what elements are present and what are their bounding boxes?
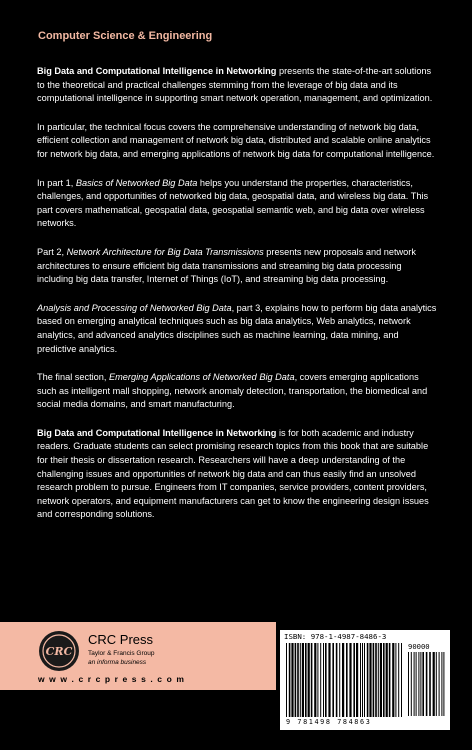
ean-barcode [286, 643, 404, 717]
barcode-bar [408, 652, 409, 716]
addon-barcode [408, 652, 446, 716]
barcode-bar [429, 652, 431, 716]
category-label: Computer Science & Engineering [38, 30, 213, 42]
barcode-bar [311, 643, 313, 717]
barcode-bar [305, 643, 307, 717]
paragraph-5 [37, 302, 439, 356]
barcode-bar [373, 643, 375, 717]
paragraph-4 [37, 246, 439, 287]
publisher-url: w w w . c r c p r e s s . c o m [38, 674, 186, 684]
barcode-bar [420, 652, 421, 716]
publisher-business: an informa business [88, 659, 147, 666]
barcode-bar [360, 643, 361, 717]
barcode-bar [346, 643, 348, 717]
book-title-bold: Big Data and Computational Intelligence in Networking [37, 427, 277, 438]
barcode-bar [362, 643, 363, 717]
barcode-box [280, 630, 450, 730]
barcode-bar [342, 643, 344, 717]
paragraph-text: is for both academic and industry readers. Graduate students can select promising research topics from this book that are suitable for their thesis or dissertation research. Researchers will have a deep understanding of the challenging issues and opportunities of network big data and can thus easily find an unsolved research problem to pursue. Engineers from IT companies, service providers, content providers, network operators, and equipment manufacturers can get to know the engineering design issues and corresponding solutions. [37, 427, 429, 520]
paragraph-text: helps you understand the properties, characteristics, challenges, and opportunities of networked big data, geospatial data, and wireless big data. This part covers mathematical, geospatial data, geospatial semantic web, and big data over wireless networks. [37, 177, 429, 229]
crc-logo-text: CRC [45, 645, 73, 658]
barcode-bar [297, 643, 299, 717]
barcode-bar [356, 643, 358, 717]
book-title-bold: Big Data and Computational Intelligence in Networking [37, 66, 277, 76]
paragraph-text: The final section, [37, 372, 110, 383]
barcode-bar [353, 643, 355, 717]
barcode-bar [433, 652, 435, 716]
barcode-bar [314, 643, 316, 717]
paragraph-text: , covers emerging applications such as intelligent mall shopping, network anomaly detection, transportation, the biomedical and social media domains, and smart manufacturing. [37, 372, 428, 410]
barcode-bar [302, 643, 304, 717]
barcode-bar [422, 652, 424, 716]
barcode-bar [436, 652, 437, 716]
paragraph-6 [37, 371, 439, 412]
barcode-bar [389, 643, 391, 717]
barcode-bar [378, 643, 379, 717]
part-title: Analysis and Processing of Networked Big Data [37, 302, 232, 313]
barcode-bar [411, 652, 412, 716]
barcode-bar [349, 643, 351, 717]
paragraph-1 [37, 65, 439, 106]
paragraph-text: Part 2, [37, 246, 67, 257]
barcode-bar [439, 652, 440, 716]
paragraph-7 [37, 427, 439, 522]
part-title: Emerging Applications of Networked Big Data [109, 372, 295, 383]
barcode-bar [416, 652, 417, 716]
barcode-bar [289, 643, 291, 717]
barcode-bar [395, 643, 396, 717]
publisher-box [0, 622, 276, 690]
barcode-bar [295, 643, 297, 717]
barcode-bar [286, 643, 287, 717]
barcode-bar [443, 652, 444, 716]
price-addon-label: 90000 [408, 642, 430, 651]
publisher-group: Taylor & Francis Group [88, 650, 155, 657]
paragraph-text: presents new proposals and network architectures to ensure efficient big data transmissions and streaming big data processing including big data transfer, Internet of Things (IoT), and streaming big data processing. [37, 246, 416, 285]
barcode-bar [336, 643, 338, 717]
barcode-bar [291, 643, 293, 717]
paragraph-text: presents the state-of-the-art solutions to the theoretical and practical challenges stemming from the leverage of big data and its computational intelligence in supporting smart network operation, management, and optimization. [37, 66, 433, 104]
barcode-bar [323, 643, 324, 717]
barcode-bar [300, 643, 301, 717]
back-cover-description [37, 65, 439, 537]
barcode-bar [367, 643, 369, 717]
barcode-bar [325, 643, 327, 717]
ean-digits: 9 781498 784863 [286, 718, 372, 726]
barcode-bar [418, 652, 419, 716]
paragraph-text: , part 3, explains how to perform big data analytics based on emerging analytical techniques such as big data analytics, Web analytics, network analytics, and advanced analytics disciplines such as machine learning, data mining, and predictive analytics. [37, 302, 437, 354]
publisher-name: CRC Press [88, 632, 154, 647]
footer [0, 622, 472, 750]
barcode-bar [392, 643, 394, 717]
paragraph-3 [37, 177, 439, 231]
barcode-bar [339, 643, 340, 717]
barcode-bar [317, 643, 318, 717]
barcode-bar [441, 652, 442, 716]
barcode-bar [369, 643, 371, 717]
barcode-bar [320, 643, 321, 717]
barcode-bar [308, 643, 310, 717]
barcode-bar [332, 643, 334, 717]
crc-logo-icon [38, 630, 80, 672]
paragraph-2: In particular, the technical focus covers the comprehensive understanding of network big data, efficient collection and management of network big data, distributed and scalable online analytics for network big data, and emerging applications of network big data for computational intelligence. [37, 121, 435, 159]
isbn-label: ISBN: 978-1-4987-8486-3 [284, 632, 387, 641]
barcode-bar [386, 643, 388, 717]
barcode-bar [375, 643, 377, 717]
barcode-bar [401, 643, 402, 717]
barcode-bar [426, 652, 428, 716]
barcode-bar [383, 643, 385, 717]
part-title: Basics of Networked Big Data [75, 177, 198, 188]
part-title: Network Architecture for Big Data Transmissions [66, 246, 264, 257]
barcode-bar [398, 643, 399, 717]
paragraph-text: In part 1, [37, 177, 76, 188]
barcode-bar [328, 643, 330, 717]
barcode-bar [414, 652, 415, 716]
barcode-bar [380, 643, 382, 717]
barcode-bar [364, 643, 365, 717]
